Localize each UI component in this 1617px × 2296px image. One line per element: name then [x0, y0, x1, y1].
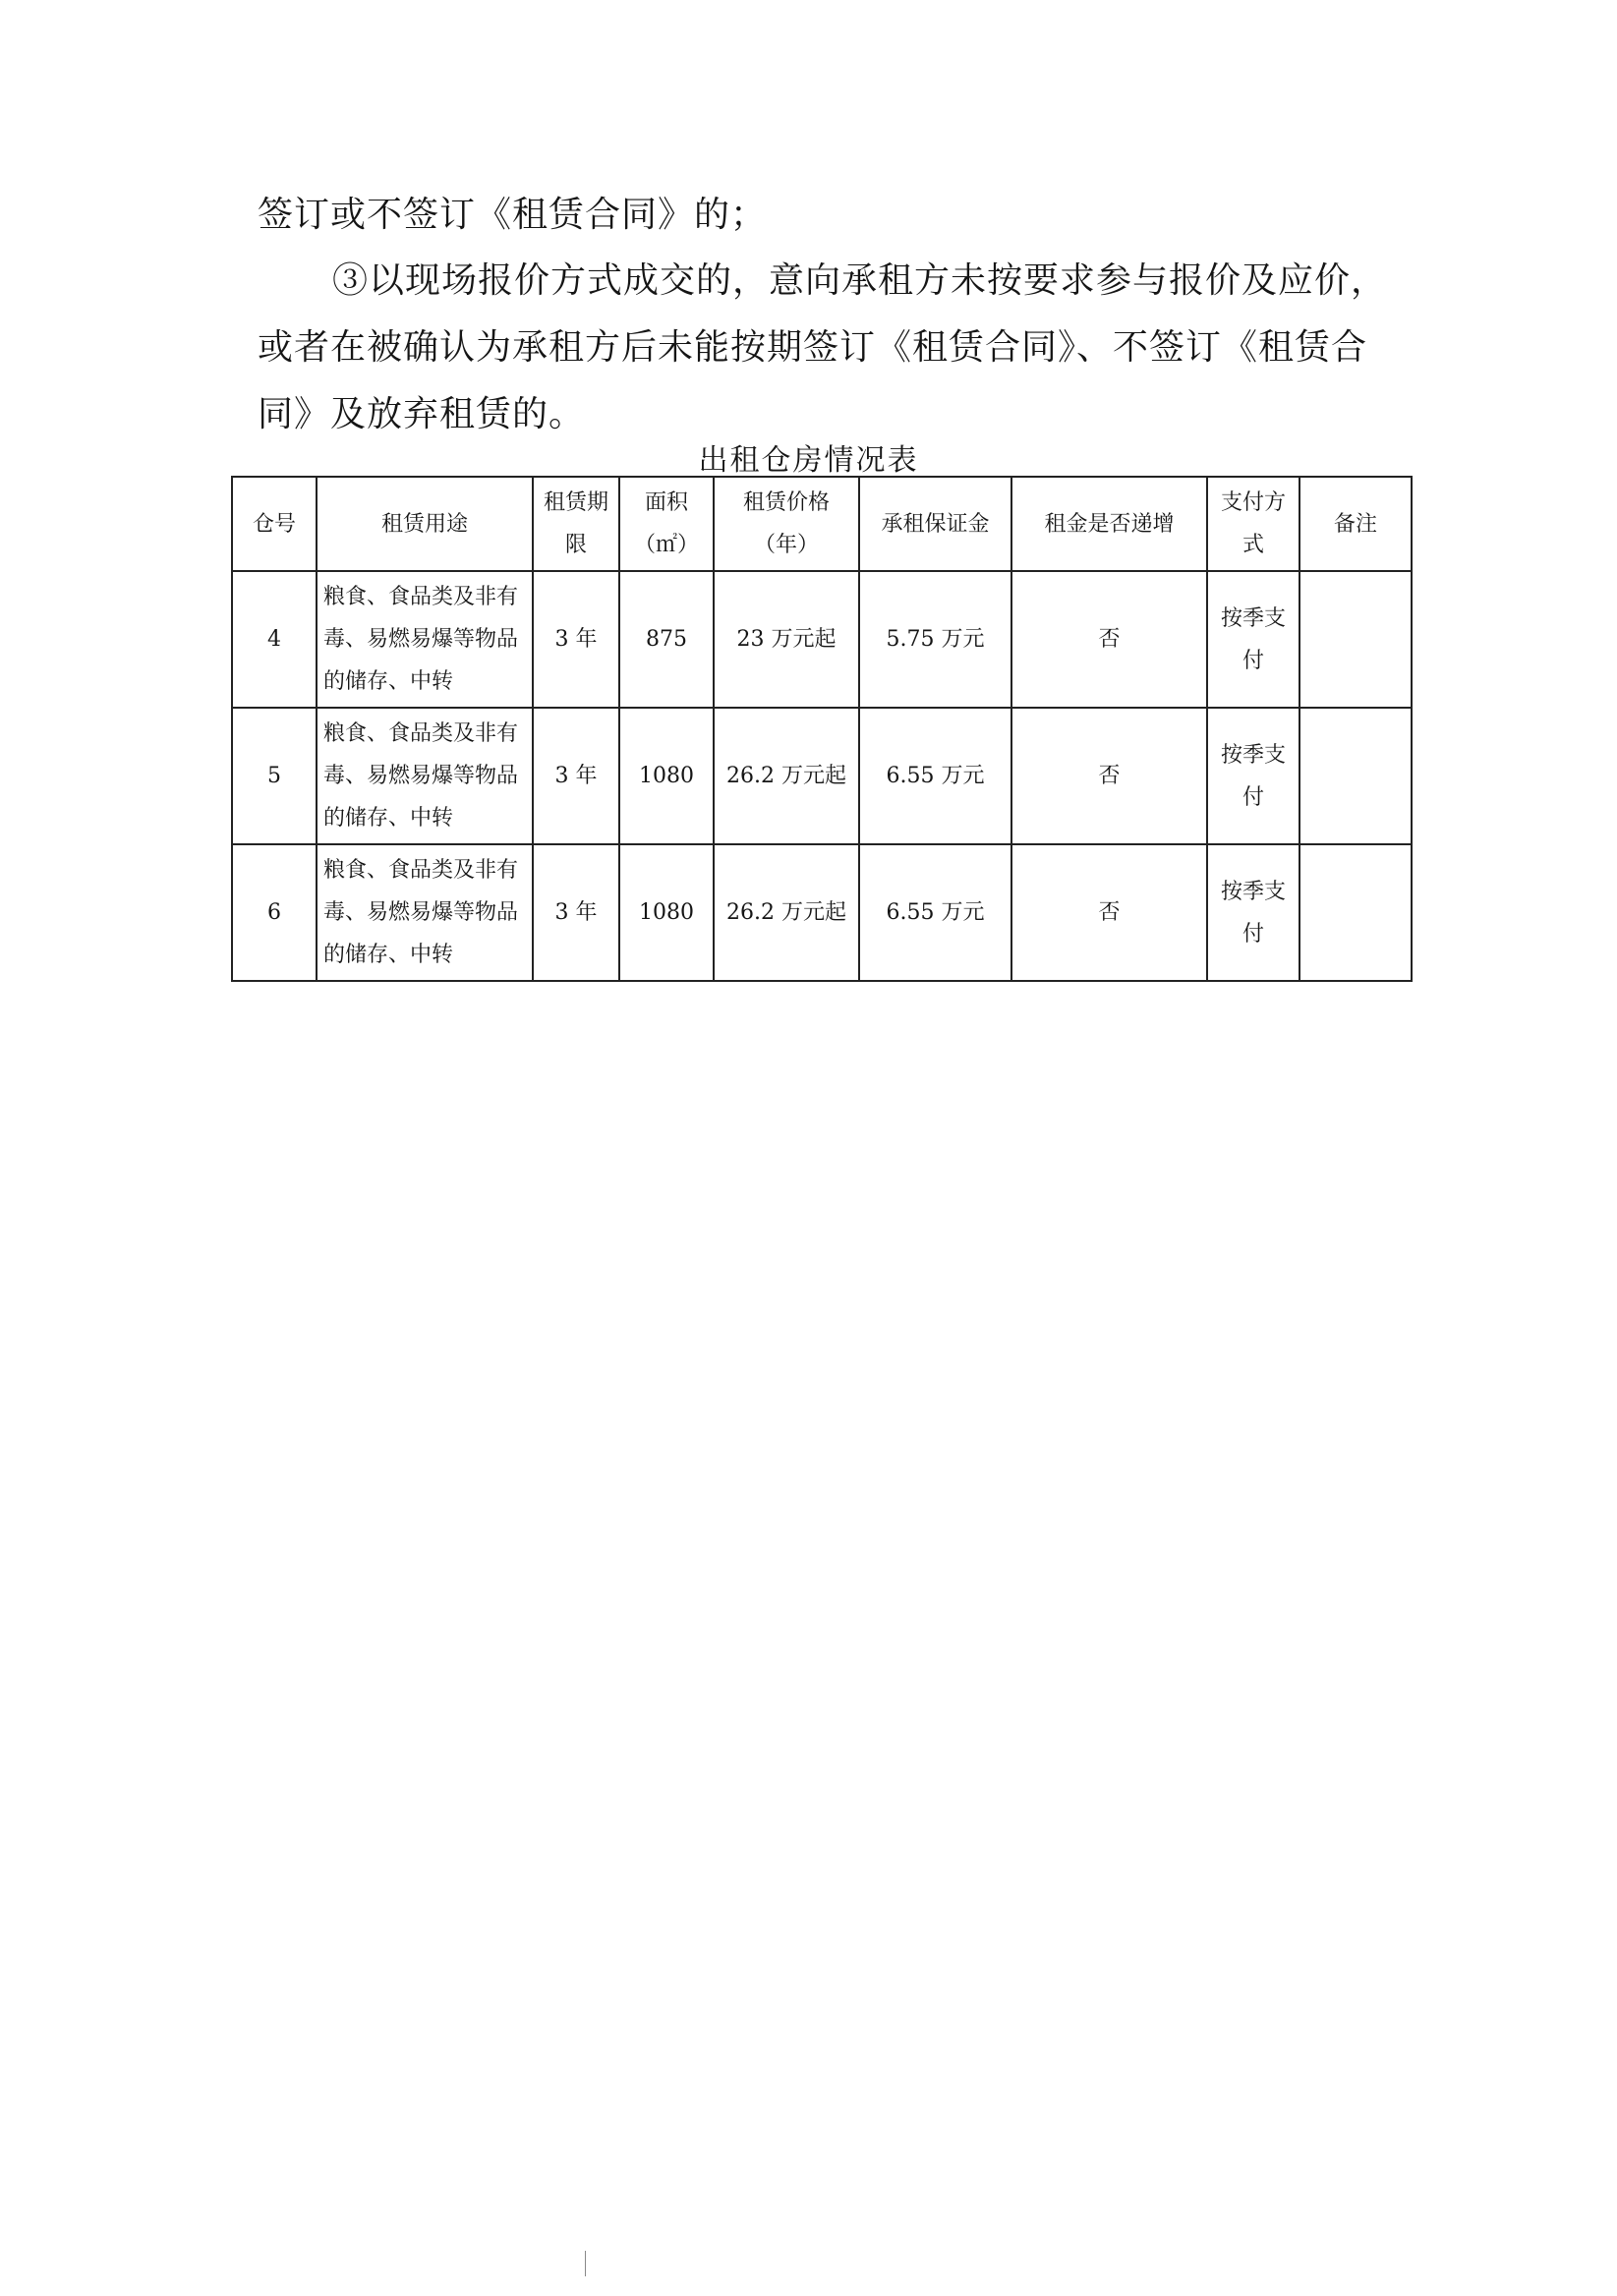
cell-term: 3 年 [533, 708, 619, 844]
cell-usage: 粮食、食品类及非有毒、易燃易爆等物品的储存、中转 [317, 708, 533, 844]
cell-term: 3 年 [533, 844, 619, 981]
table-header-row [232, 477, 1412, 571]
header-term: 租赁期限 [533, 477, 619, 571]
cell-term: 3 年 [533, 571, 619, 708]
cell-remark [1299, 844, 1412, 981]
cell-usage: 粮食、食品类及非有毒、易燃易爆等物品的储存、中转 [317, 571, 533, 708]
header-usage: 租赁用途 [317, 477, 533, 571]
header-price: 租赁价格（年） [714, 477, 859, 571]
table-row [232, 571, 1412, 708]
cell-area: 1080 [619, 708, 714, 844]
header-payment: 支付方式 [1207, 477, 1299, 571]
cell-warehouse-no: 5 [232, 708, 317, 844]
cell-area: 1080 [619, 844, 714, 981]
cell-payment: 按季支付 [1207, 844, 1299, 981]
cell-deposit: 6.55 万元 [859, 708, 1011, 844]
cell-usage: 粮食、食品类及非有毒、易燃易爆等物品的储存、中转 [317, 844, 533, 981]
cell-price: 26.2 万元起 [714, 844, 859, 981]
cell-increase: 否 [1011, 844, 1207, 981]
warehouse-rental-table [231, 476, 1413, 982]
cell-price: 26.2 万元起 [714, 708, 859, 844]
header-deposit: 承租保证金 [859, 477, 1011, 571]
table-title: 出租仓房情况表 [698, 443, 919, 478]
cell-remark [1299, 571, 1412, 708]
scan-artifact-mark [585, 2251, 586, 2276]
cell-payment: 按季支付 [1207, 708, 1299, 844]
table-row [232, 708, 1412, 844]
header-area: 面积（㎡） [619, 477, 714, 571]
cell-increase: 否 [1011, 571, 1207, 708]
cell-increase: 否 [1011, 708, 1207, 844]
cell-remark [1299, 708, 1412, 844]
cell-warehouse-no: 6 [232, 844, 317, 981]
table-row [232, 844, 1412, 981]
cell-payment: 按季支付 [1207, 571, 1299, 708]
cell-area: 875 [619, 571, 714, 708]
header-warehouse-no: 仓号 [232, 477, 317, 571]
paragraph-line: 签订或不签订《租赁合同》的； [258, 195, 768, 235]
cell-deposit: 5.75 万元 [859, 571, 1011, 708]
cell-deposit: 6.55 万元 [859, 844, 1011, 981]
header-remark: 备注 [1299, 477, 1412, 571]
header-increase: 租金是否递增 [1011, 477, 1207, 571]
paragraph-item-3: ③以现场报价方式成交的，意向承租方未按要求参与报价及应价，或者在被确认为承租方后未能按期签订《租赁合同》、不签订《租赁合同》及放弃租赁的。 [258, 260, 1388, 434]
cell-price: 23 万元起 [714, 571, 859, 708]
cell-warehouse-no: 4 [232, 571, 317, 708]
